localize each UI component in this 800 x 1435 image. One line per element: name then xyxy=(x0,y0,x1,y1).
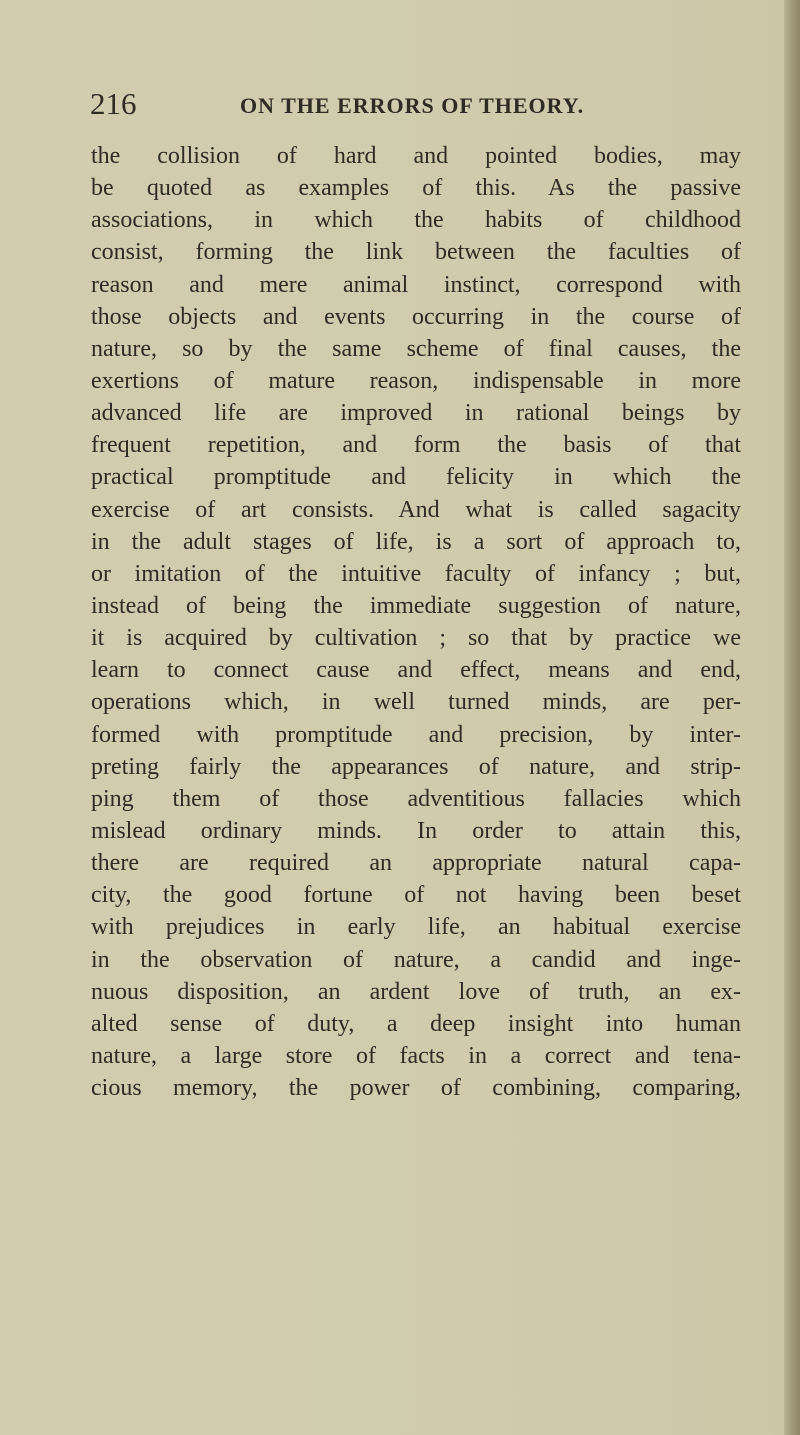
text-line: the collision of hard and pointed bodies, may xyxy=(91,143,741,169)
text-line: instead of being the immediate suggestion of nature, xyxy=(91,592,741,619)
text-line: practical promptitude and felicity in which the xyxy=(91,464,741,491)
text-line: there are required an appropriate natural capa- xyxy=(91,850,741,877)
text-line: in the adult stages of life, is a sort of approach to, xyxy=(91,528,741,555)
text-line: be quoted as examples of this. As the passive xyxy=(91,175,741,202)
text-line: formed with promptitude and precision, by inter- xyxy=(91,721,741,748)
page-edge xyxy=(784,0,800,1435)
text-line: with prejudices in early life, an habitual exercise xyxy=(91,914,741,941)
body-text xyxy=(91,140,741,1104)
text-line: associations, in which the habits of childhood xyxy=(91,207,741,234)
text-line: nuous disposition, an ardent love of truth, an ex- xyxy=(91,978,741,1005)
page-header xyxy=(90,86,730,126)
text-line: nature, so by the same scheme of final causes, the xyxy=(91,335,741,362)
text-line: learn to connect cause and effect, means and end, xyxy=(91,657,741,684)
text-line: ping them of those adventitious fallacies which xyxy=(91,785,741,812)
text-line: mislead ordinary minds. In order to attain this, xyxy=(91,817,741,844)
text-line: nature, a large store of facts in a correct and tena- xyxy=(91,1042,741,1069)
text-line: frequent repetition, and form the basis of that xyxy=(91,432,741,459)
text-line: reason and mere animal instinct, correspond with xyxy=(91,271,741,298)
text-line: those objects and events occurring in the course of xyxy=(91,303,741,330)
text-line: exertions of mature reason, indispensable in more xyxy=(91,367,741,394)
text-line: or imitation of the intuitive faculty of infancy ; but, xyxy=(91,560,741,587)
text-line: city, the good fortune of not having been beset xyxy=(91,882,741,909)
text-line: it is acquired by cultivation ; so that by practice we xyxy=(91,625,741,652)
text-line: consist, forming the link between the faculties of xyxy=(91,239,741,266)
running-title: ON THE ERRORS OF THEORY. xyxy=(240,93,585,118)
text-line: exercise of art consists. And what is called sagacity xyxy=(91,496,741,523)
text-line: alted sense of duty, a deep insight into human xyxy=(91,1010,741,1037)
text-line: in the observation of nature, a candid and inge- xyxy=(91,946,741,973)
text-line: preting fairly the appearances of nature, and strip- xyxy=(91,753,741,780)
text-line: operations which, in well turned minds, are per- xyxy=(91,689,741,716)
text-line: cious memory, the power of combining, comparing, xyxy=(91,1075,741,1102)
text-line: advanced life are improved in rational beings by xyxy=(91,400,741,427)
page-number: 216 xyxy=(90,86,137,121)
